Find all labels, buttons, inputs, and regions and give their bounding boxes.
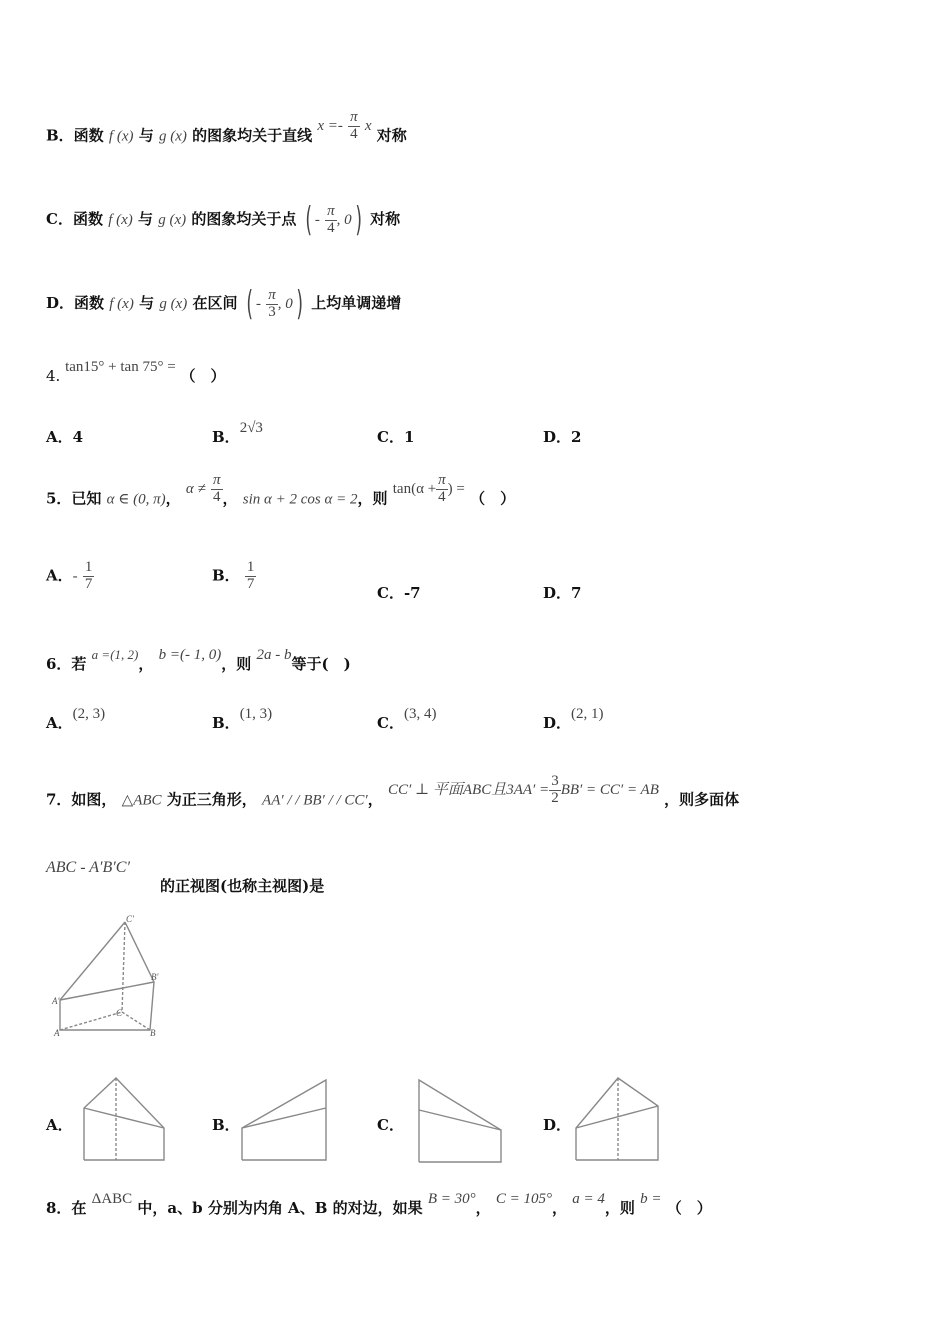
option-label: B． (212, 566, 240, 585)
comma: ， (367, 790, 383, 809)
right-paren: ) (296, 284, 303, 324)
interval-end: , 0 (277, 296, 293, 312)
answer-blank: （ ） (666, 1199, 712, 1217)
point-y: , 0 (336, 212, 352, 228)
condition-part-a: CC′ ⊥ 平面ABC且3AA′ = (387, 782, 550, 799)
edge-c1-c (122, 922, 125, 1012)
question-number: 6．若 (46, 655, 87, 673)
minus-sign: - (72, 568, 78, 585)
angle-c: C = 105° (495, 1191, 553, 1207)
statement-tail: 对称 (376, 126, 407, 145)
option-label: D． (543, 714, 572, 732)
statement-text: 在区间 (192, 294, 238, 312)
q7-option-a-label: A． (46, 1116, 73, 1134)
comma: ， (552, 1199, 568, 1217)
statement-text: 的图象均关于点 (191, 210, 297, 228)
option-label: B． (212, 428, 240, 446)
ask-lhs: tan(α + (392, 481, 437, 498)
fraction-denominator: 3 (268, 303, 276, 320)
fraction-numerator: π (350, 109, 358, 125)
q3-option-c (46, 200, 401, 240)
label-b: B (150, 1028, 156, 1038)
line-eq-lhs: x =- (317, 118, 343, 135)
line-eq-rhs: x (364, 118, 372, 135)
polyhedron-name: ABC - A′B′C′ (46, 859, 130, 876)
ask-rhs: ) = (447, 481, 465, 498)
fraction-numerator: π (268, 286, 276, 303)
edge-a1-b1 (60, 982, 154, 1000)
option-label: B． (212, 714, 240, 732)
statement-text: 为正三角形， (166, 790, 257, 809)
view-outline (242, 1080, 326, 1160)
q5-option-d (543, 582, 581, 603)
fraction-numerator: 1 (84, 559, 93, 575)
question-4 (46, 359, 226, 386)
fraction-denominator: 7 (84, 575, 93, 592)
fraction-denominator: 4 (438, 488, 446, 505)
label-a1: A' (52, 996, 60, 1006)
q5-option-c (377, 582, 421, 603)
vector-b: b =(- 1, 0) (158, 647, 222, 663)
trig-equation: sin α + 2 cos α = 2 (242, 491, 358, 508)
q7-option-a-figure (82, 1076, 168, 1162)
question-7 (46, 773, 740, 817)
option-math: (3, 4) (403, 706, 437, 722)
question-number: 4. (46, 367, 61, 385)
pi-over-4-fraction (436, 473, 448, 506)
comma: ， (222, 489, 238, 508)
view-outline (419, 1080, 501, 1162)
option-fraction (245, 560, 257, 593)
q6-option-d (543, 706, 604, 733)
parallel-edges: AA′ / / BB′ / / CC′ (262, 792, 368, 809)
option-label: C． (377, 714, 404, 732)
edge-a-c (60, 1012, 122, 1030)
view-edge (84, 1108, 164, 1128)
question-tail: 的正视图(也称主视图)是 (160, 877, 325, 895)
fraction-denominator: 4 (350, 125, 358, 142)
condition-part-b: BB′ = CC′ = AB (560, 782, 659, 799)
question-5 (46, 472, 516, 516)
statement-tail: 对称 (370, 210, 401, 228)
q4-option-a (46, 426, 83, 447)
question-number: 7．如图， (46, 790, 117, 809)
question-number: 8．在 (46, 1199, 87, 1217)
q6-option-b (212, 706, 273, 733)
comma: ， (475, 1199, 491, 1217)
minus-sign: - (314, 212, 320, 228)
pi-over-4-fraction (211, 473, 223, 506)
q4-option-c (377, 426, 414, 447)
option-label: C．函数 (46, 210, 103, 228)
q7-option-c-label: C． (377, 1116, 404, 1134)
left-paren: ( (304, 200, 312, 240)
q3-option-b (46, 109, 407, 153)
question-number: 5．已知 (46, 489, 102, 508)
left-paren: ( (246, 284, 253, 324)
side-b-ask: b = (640, 1191, 662, 1207)
option-label: D．7 (543, 584, 582, 602)
statement-text: 的图象均关于直线 (192, 126, 313, 145)
edge-c-b (122, 1012, 150, 1030)
and-text: 与 (138, 210, 154, 228)
q7-option-b-label: B． (212, 1116, 240, 1134)
q7-solid-figure (50, 912, 170, 1042)
then-text: ，则 (357, 489, 388, 508)
question-6 (46, 647, 351, 674)
fraction-numerator: π (327, 202, 335, 219)
fraction-denominator: 2 (551, 789, 559, 806)
then-text: ，则 (221, 655, 252, 673)
q5-option-b (212, 560, 256, 593)
pi-over-4-fraction (348, 110, 360, 143)
view-outline (576, 1078, 658, 1160)
right-paren: ) (354, 200, 362, 240)
fraction-numerator: π (438, 472, 446, 488)
fraction-denominator: 4 (213, 488, 221, 505)
and-text: 与 (138, 126, 154, 145)
outline (60, 922, 154, 1030)
option-label: D．函数 (46, 294, 105, 312)
vector-a: a =(1, 2) (91, 647, 139, 662)
q5-option-a (46, 560, 94, 593)
option-math: (2, 3) (72, 706, 106, 722)
comma: ， (165, 489, 181, 508)
label-c1: C' (126, 914, 134, 924)
angle-b: B = 30° (427, 1191, 476, 1207)
question-7-line-2 (46, 858, 325, 898)
option-label: A．4 (46, 428, 84, 446)
three-halves-fraction (549, 774, 561, 807)
option-math: (2, 1) (571, 706, 604, 722)
option-math: (1, 3) (239, 706, 273, 722)
triangle-abc: △ABC (121, 792, 162, 809)
statement-text: 中，a、b 分别为内角 A、B 的对边，如果 (137, 1199, 423, 1217)
question-expression: tan15° + tan 75° = (65, 359, 176, 375)
fraction-denominator: 4 (327, 219, 335, 236)
statement-tail: 上均单调递增 (311, 294, 402, 312)
view-edge (576, 1106, 658, 1128)
answer-blank: （ ） (180, 367, 226, 385)
comma: ， (138, 655, 154, 673)
option-label: D．2 (543, 428, 582, 446)
question-8 (46, 1191, 712, 1218)
option-fraction (83, 560, 95, 593)
g-of-x: g (x) (159, 296, 188, 312)
q6-option-a (46, 706, 106, 733)
option-label: C．1 (377, 428, 415, 446)
label-b1: B' (151, 972, 159, 982)
q7-option-b-figure (240, 1078, 330, 1164)
view-outline (84, 1078, 164, 1160)
view-edge (419, 1110, 501, 1130)
label-c: C (116, 1008, 123, 1018)
f-of-x: f (x) (108, 128, 134, 145)
minus-sign: - (255, 296, 261, 312)
fraction-numerator: 1 (246, 559, 255, 575)
pi-over-3-fraction (266, 288, 278, 321)
alpha-not-equal: α ≠ (185, 481, 206, 498)
fraction-numerator: 3 (551, 773, 559, 789)
option-math: 2√3 (239, 420, 263, 436)
q4-option-d (543, 426, 581, 447)
question-tail: ，则多面体 (664, 790, 740, 809)
q7-option-c-figure (417, 1078, 507, 1164)
option-label: A． (46, 566, 73, 585)
q7-option-d-figure (574, 1076, 662, 1162)
alpha-range: α ∈ (0, π) (106, 491, 166, 508)
fraction-numerator: π (213, 472, 221, 488)
vector-expression: 2a - b (256, 647, 292, 663)
label-a: A (54, 1028, 60, 1038)
q6-option-c (377, 706, 437, 733)
question-tail: 等于( ) (291, 655, 351, 673)
q3-option-d (46, 284, 402, 324)
option-label: C．-7 (377, 584, 421, 602)
side-a: a = 4 (572, 1191, 605, 1207)
f-of-x: f (x) (109, 296, 134, 312)
triangle-abc: ΔABC (91, 1191, 133, 1207)
answer-blank: （ ） (470, 489, 516, 508)
f-of-x: f (x) (108, 212, 133, 228)
view-edge (242, 1108, 326, 1128)
then-text: ，则 (604, 1199, 635, 1217)
and-text: 与 (139, 294, 155, 312)
q4-option-b (212, 420, 263, 447)
g-of-x: g (x) (158, 128, 187, 145)
option-label: A． (46, 714, 73, 732)
g-of-x: g (x) (158, 212, 187, 228)
fraction-denominator: 7 (246, 575, 255, 592)
option-label: B．函数 (46, 126, 104, 145)
q7-option-d-label: D． (543, 1116, 572, 1134)
pi-over-4-fraction (325, 204, 337, 237)
